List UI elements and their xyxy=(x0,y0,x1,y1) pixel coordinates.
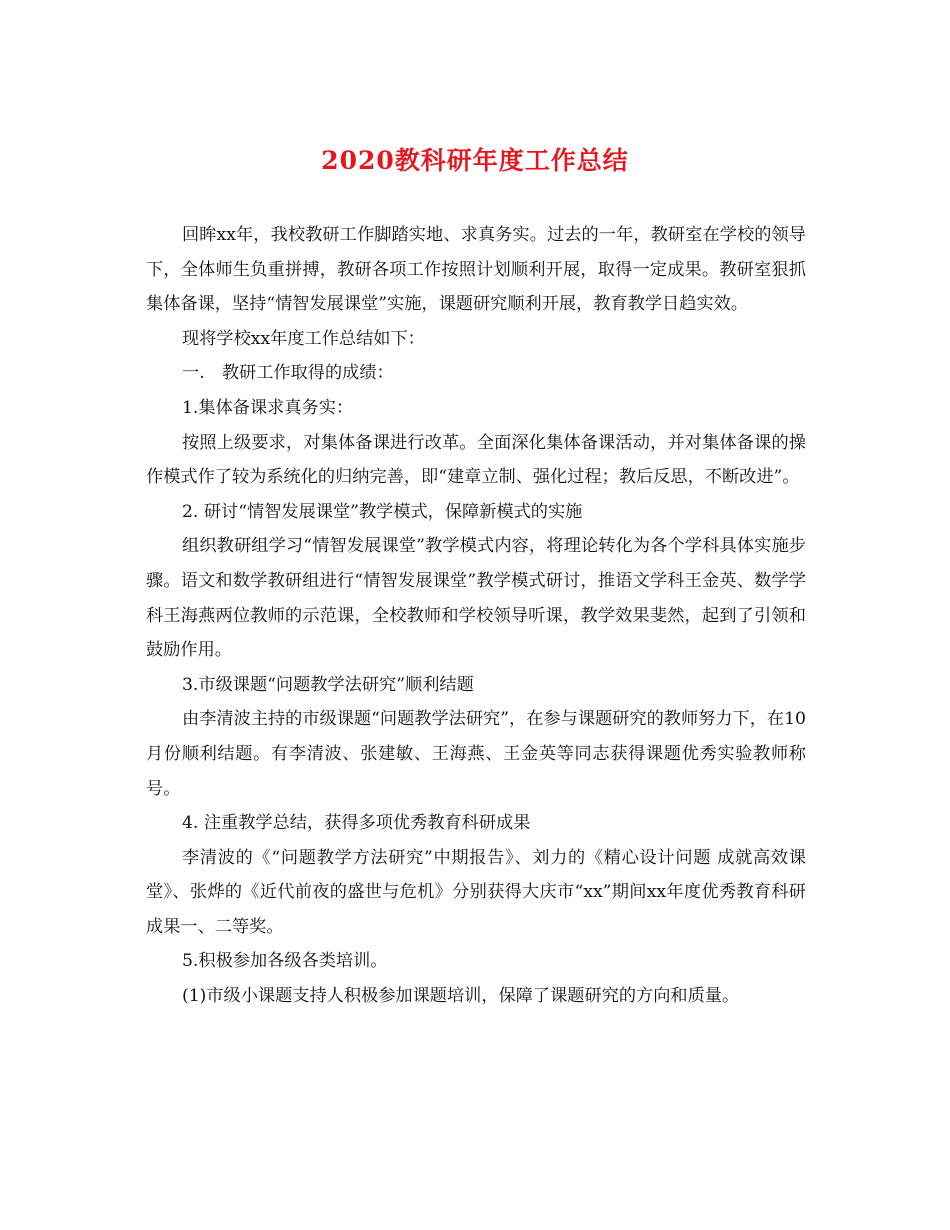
document-body xyxy=(146,218,806,1014)
paragraph-training-item-1: (1)市级小课题支持人积极参加课题培训，保障了课题研究的方向和质量。 xyxy=(182,986,740,1007)
subheading-research-results: 4. 注重教学总结，获得多项优秀教育科研成果 xyxy=(182,813,531,834)
paragraph-city-project: 由李清波主持的市级课题“问题教学法研究”，在参与课题研究的教师努力下，在10月份顺利结题。有李清波、张建敏、王海燕、王金英等同志获得课题优秀实验教师称号。 xyxy=(146,709,806,799)
subheading-collective-lesson-prep: 1.集体备课求真务实： xyxy=(182,397,354,418)
paragraph-collective-lesson-prep: 按照上级要求，对集体备课进行改革。全面深化集体备课活动，并对集体备课的操作模式作了较为系统化的归纳完善，即“建章立制、强化过程；教后反思，不断改进”。 xyxy=(146,432,806,488)
subheading-teaching-model: 2. 研讨“情智发展课堂”教学模式，保障新模式的实施 xyxy=(182,501,583,522)
document-title: 2020教科研年度工作总结 xyxy=(321,146,629,175)
section-heading-achievements: 一. 教研工作取得的成绩： xyxy=(182,363,394,384)
subheading-city-project: 3.市级课题“问题教学法研究”顺利结题 xyxy=(182,674,474,695)
paragraph-intro: 回眸xx年，我校教研工作脚踏实地、求真务实。过去的一年，教研室在学校的领导下，全体师生负重拼搏，教研各项工作按照计划顺利开展，取得一定成果。教研室狠抓集体备课，坚持“情智发展课堂”实施，课题研究顺利开展，教育教学日趋实效。 xyxy=(146,225,806,315)
paragraph-research-results: 李清波的《“问题教学方法研究”中期报告》、刘力的《精心设计问题 成就高效课堂》、张烨的《近代前夜的盛世与危机》分别获得大庆市“xx”期间xx年度优秀教育科研成果一、二等奖。 xyxy=(146,847,806,937)
subheading-training: 5.积极参加各级各类培训。 xyxy=(182,951,388,972)
paragraph-teaching-model: 组织教研组学习“情智发展课堂”教学模式内容，将理论转化为各个学科具体实施步骤。语文和数学教研组进行“情智发展课堂”教学模式研讨，推语文学科王金英、数学学科王海燕两位教师的示范课，全校教师和学校领导听课，教学效果斐然，起到了引领和鼓励作用。 xyxy=(146,536,806,661)
paragraph-summary-lead: 现将学校xx年度工作总结如下： xyxy=(182,328,425,349)
